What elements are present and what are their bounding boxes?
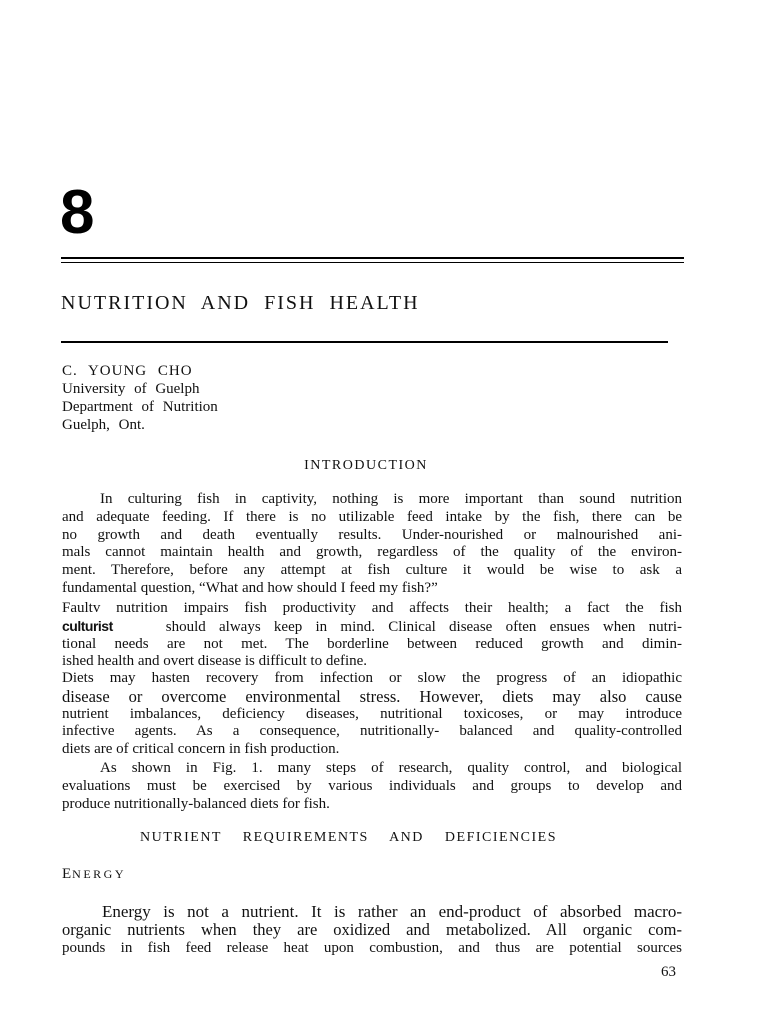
text-line: tional needs are not met. The borderline between reduced growth and dimin- (62, 635, 682, 652)
energy-rest: NERGY (72, 867, 127, 881)
introduction-heading: INTRODUCTION (304, 458, 428, 473)
culturist-word: culturist (62, 617, 113, 634)
page-number: 63 (661, 964, 676, 980)
chapter-number: 8 (60, 178, 95, 247)
double-rule-bottom (61, 262, 684, 263)
text-line: mals cannot maintain health and growth, regardless of the quality of the environ- (62, 544, 682, 561)
intro-paragraph-3 (62, 670, 682, 759)
author-name: C. YOUNG CHO (62, 363, 193, 379)
text-line: diets are of critical concern in fish production. (62, 741, 340, 758)
affiliation-university: University of Guelph (62, 381, 200, 397)
intro-paragraph-1 (62, 491, 682, 598)
text-line: produce nutritionally-balanced diets for fish. (62, 795, 330, 812)
text-line: ment. Therefore, before any attempt at fish culture it would be wise to ask a (62, 562, 682, 579)
energy-initial: E (62, 866, 73, 882)
affiliation-location: Guelph, Ont. (62, 417, 145, 433)
text-line: Faultv nutrition impairs fish productivity and affects their health; a fact the fish (62, 600, 682, 616)
chapter-title: NUTRITION AND FISH HEALTH (61, 292, 420, 314)
text-line: In culturing fish in captivity, nothing is more important than sound nutrition (100, 491, 682, 507)
text-line: pounds in fish feed release heat upon combustion, and thus are potential sources (62, 940, 682, 956)
text-line: ished health and overt disease is difficult to define. (62, 653, 368, 670)
author-block (62, 362, 218, 434)
intro-paragraph-4 (62, 760, 682, 813)
text-line: Energy is not a nutrient. It is rather an end-product of absorbed macro- (102, 902, 682, 921)
text-line: nutrient imbalances, deficiency diseases, nutritional toxicoses, or may introduce (62, 705, 682, 722)
text-line: no growth and death eventually results. Under-nourished or malnourished ani- (62, 526, 682, 543)
text-line: disease or overcome environmental stress. However, diets may also cause (62, 686, 682, 706)
text-line: fundamental question, “What and how should I feed my fish?” (62, 579, 438, 596)
energy-paragraph (62, 902, 682, 958)
text-line: organic nutrients when they are oxidized and metabolized. All organic com- (62, 920, 682, 939)
double-rule-top (61, 257, 684, 259)
text-line: As shown in Fig. 1. many steps of research, quality control, and biological (100, 760, 682, 776)
text-line: and adequate feeding. If there is no utilizable feed intake by the fish, there can be (62, 508, 682, 525)
text-line: Diets may hasten recovery from infection or slow the progress of an idiopathic (62, 670, 682, 686)
text-line: infective agents. As a consequence, nutritionally- balanced and quality-controlled (62, 723, 682, 740)
intro-paragraph-2 (62, 600, 682, 671)
text-line-with-bold-word (62, 618, 682, 636)
energy-subheading (62, 866, 126, 882)
nutrient-requirements-heading: NUTRIENT REQUIREMENTS AND DEFICIENCIES (140, 830, 558, 845)
affiliation-department: Department of Nutrition (62, 399, 218, 415)
title-underline-rule (61, 341, 668, 343)
text-line: evaluations must be exercised by various individuals and groups to develop and (62, 777, 682, 794)
text-segment: should always keep in mind. Clinical disease often ensues when nutri- (165, 618, 682, 635)
